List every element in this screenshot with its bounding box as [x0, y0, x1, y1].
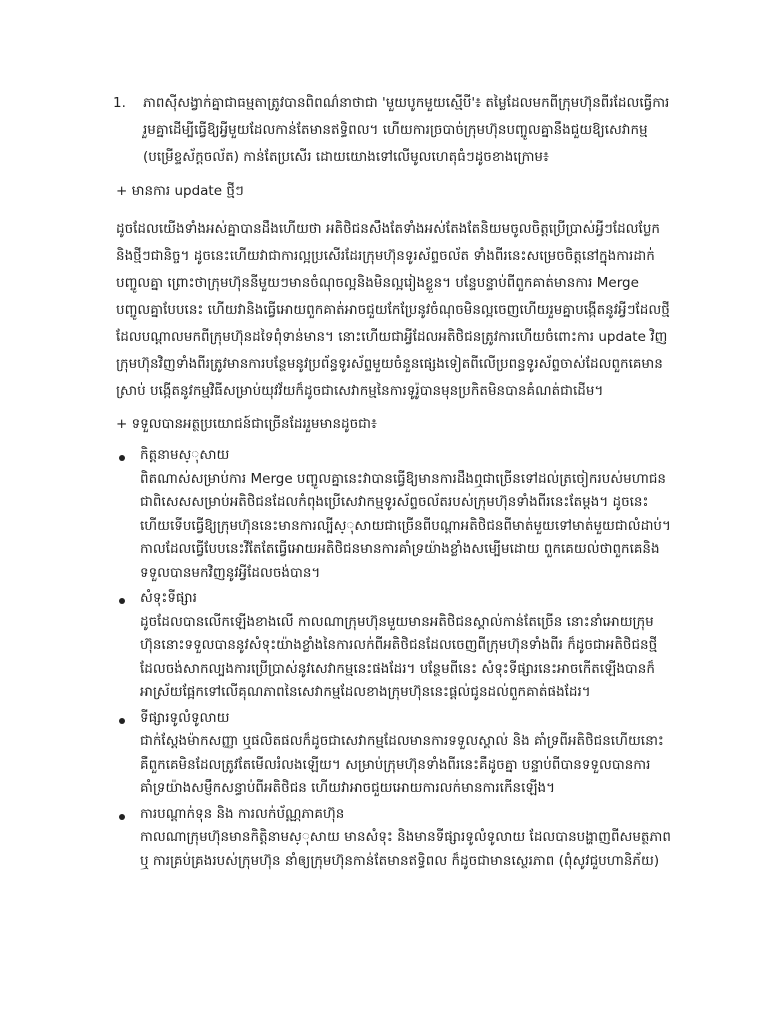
benefits-heading: + ទទួលបានអត្ថប្រយោជន៍ជាច្រើនដែររួមមានដូចជា៖	[116, 416, 377, 432]
bullet-body: ដូចដែលបានលើកឡើងខាងលើ កាលណាក្រុមហ៊ុនមួយមានអតិថិជនស្គាល់កាន់តែច្រើន នោះនាំអោយក្រុមហ៊ុននោះទទួលបាននូវសំទុះយ៉ាងខ្លាំងនៃការលក់ពីអតិថិជនដែលចេញពីក្រុមហ៊ុនទាំងពីរ ក៏ដូចជាអតិថិជនថ្មីដែលចង់សាកល្បងការប្រើប្រាស់នូវសេវាកម្មនេះផងដែរ។ បន្ថែមពីនេះ សំទុះទីផ្សារនេះអាចកើតឡើងបានក៏អាស្រ័យផ្អែកទៅលើគុណភាពនៃសេវាកម្មដែលខាងក្រុមហ៊ុននេះផ្ដល់ជូនដល់ពួកគាត់ផងដែរ។	[140, 613, 658, 700]
bullet-dot-icon	[119, 718, 125, 724]
bullet-title: ការបណ្តាក់ទុន និង ការលក់ប័ណ្ណភាគហ៊ុន	[140, 805, 345, 822]
bullet-dot-icon	[119, 455, 125, 461]
update-heading: + មានការ update ថ្មីៗ	[116, 183, 244, 199]
benefits-list	[116, 444, 672, 873]
update-paragraph: ដូចដែលយើងទាំងអស់គ្នាបានដឹងហើយថា អតិថិជនសឹងតែទាំងអស់តែងតែនិយមចូលចិត្តប្រើប្រាស់អ្វីៗដែលប្លែកនិងថ្មីៗជានិច្ច។ ដូចនេះហើយវាជាការល្អប្រសើរដែរក្រុមហ៊ុនទូរស័ព្ទចល័ត ទាំងពីរនេះសម្រេចចិត្តនៅក្នុងការដាក់បញ្ចូលគ្នា ព្រោះថាក្រុមហ៊ុននីមួយៗមានចំណុចល្អនិងមិនល្អរៀងខ្លួន។ បន្ទែបន្ទាប់ពីពួកគាត់មានការ Merge បញ្ចូលគ្នាបែបនេះ ហើយវានិងធ្វើអោយពួកគាត់អាចជួយកែប្រែនូវចំណុចមិនល្អចេញហើយរួមគ្នាបង្កើតនូវអ្វីៗដែលថ្មី ដែលបណ្ដាលមកពីក្រុមហ៊ុនដទៃពុំទាន់មាន។ នោះហើយជាអ្វីដែលអតិថិជនត្រូវការហើយចំពោះការ update វិញក្រុមហ៊ុនវិញទាំងពីរត្រូវមានការបន្ថែមនូវប្រព័ន្ធទូរស័ព្ទមួយចំនួនផ្សេងទៀតពីលើប្រពន្ធទូរស័ព្ទចាស់ដែលពួកគេមានស្រាប់ បង្កើតនូវកម្មវិធីសម្រាប់យុវវ័យក៏ដូចជាសេវាកម្មនៃការទូរ៉ូបានមុនប្រកិតមិនបានគំណត់ជាដើម។	[116, 221, 670, 399]
bullet-body: កាលណាក្រុមហ៊ុនមានកិត្តិនាមស្ុសាយ មានសំទុះ និងមានទីផ្សារទូលំទូលាយ ដែលបានបង្ហាញពីសមត្ថភាព ឬ ការគ្រប់គ្រងរបស់ក្រុមហ៊ុន នាំឲ្យក្រុមហ៊ុនកាន់តែមានឥទ្ធិពល ក៏ដូចជាមានស្ថេរភាព (ពុំសូវជួបហានិភ័យ)	[140, 829, 671, 869]
list-number: 1.	[113, 95, 126, 111]
bullet-title: ទីផ្សារទូលំទូលាយ	[140, 709, 230, 726]
list-item	[116, 444, 672, 585]
list-item	[116, 587, 672, 705]
intro-paragraph: ភាពស៊ីសង្វាក់គ្នាជាធម្មតាត្រូវបានពិពណ៌នាថាជា 'មួយបូកមួយស្មើបី'៖ តម្លៃដែលមកពីក្រុមហ៊ុនពីរដែលធ្វើការរួមគ្នាដើម្បីធ្វើឱ្យអ្វីមួយដែលកាន់តែមានឥទ្ធិពល។ ហើយការច្របាច់ក្រុមហ៊ុនបញ្ចូលគ្នានឹងជួយឱ្យសេវាកម្ម (បម្រើខ្ទស័ក្ដចល័ត) កាន់តែប្រសើរ ដោយយោងទៅលើមូលហេតុធំៗដូចខាងក្រោម៖	[143, 95, 670, 165]
bullet-dot-icon	[119, 598, 125, 604]
list-item	[116, 803, 672, 874]
list-item	[116, 707, 672, 801]
bullet-title: សំទុះទីផ្សារ	[140, 590, 197, 606]
bullet-dot-icon	[119, 814, 125, 820]
bullet-body: ពិតណាស់សម្រាប់ការ Merge បញ្ចូលគ្នានេះវាបានធ្វើឱ្យមានការដឹងឮជាច្រើនទៅដល់ត្រចៀករបស់មហាជន ជាពិសេសសម្រាប់អតិថិជនដែលកំពុងប្រើសេវាកម្មទូរស័ព្ទចល័តរបស់ក្រុមហ៊ុនទាំងពីរនេះតែម្ដង។ ដូចនេះហើយទើបធ្វើឱ្យក្រុមហ៊ុននេះមានការល្បីស្ុសាយជាច្រើនពីបណ្ដាអតិថិជនពីមាត់មួយទៅមាត់មួយជាលំដាប់។ កាលដែលធ្វើបែបនេះវីតែតែធ្វើអោយអតិថិជនមានការគាំទ្រយ៉ាងខ្លាំងសម្បើមដោយ ពួកគេយល់ថាពួកគេនិងទទួលបានមកវិញនូវអ្វីដែលចង់បាន។	[140, 470, 671, 581]
bullet-title: កិត្តនាមស្ុសាយ	[140, 447, 230, 463]
bullet-body: ជាក់ស្ដែងម៉ាកសញ្ញា ឬផលិតផលក៏ដូចជាសេវាកម្មដែលមានការទទួលស្គាល់ និង គាំទ្រពីអតិថិជនហើយនោះ គឺពួកគេមិនដែលត្រូវតែមើលរំលងឡើយ។ សម្រាប់ក្រុមហ៊ុនទាំងពីរនេះគឺដូចគ្នា បន្ទាប់ពីបានទទួលបានការគាំទ្រយ៉ាងសម្ញឹកសន្ធាប់ពីអតិថិជន ហើយវាអាចជួយអោយការលក់មានការកើនឡើង។	[140, 733, 664, 796]
intro-numbered-item	[113, 90, 673, 171]
